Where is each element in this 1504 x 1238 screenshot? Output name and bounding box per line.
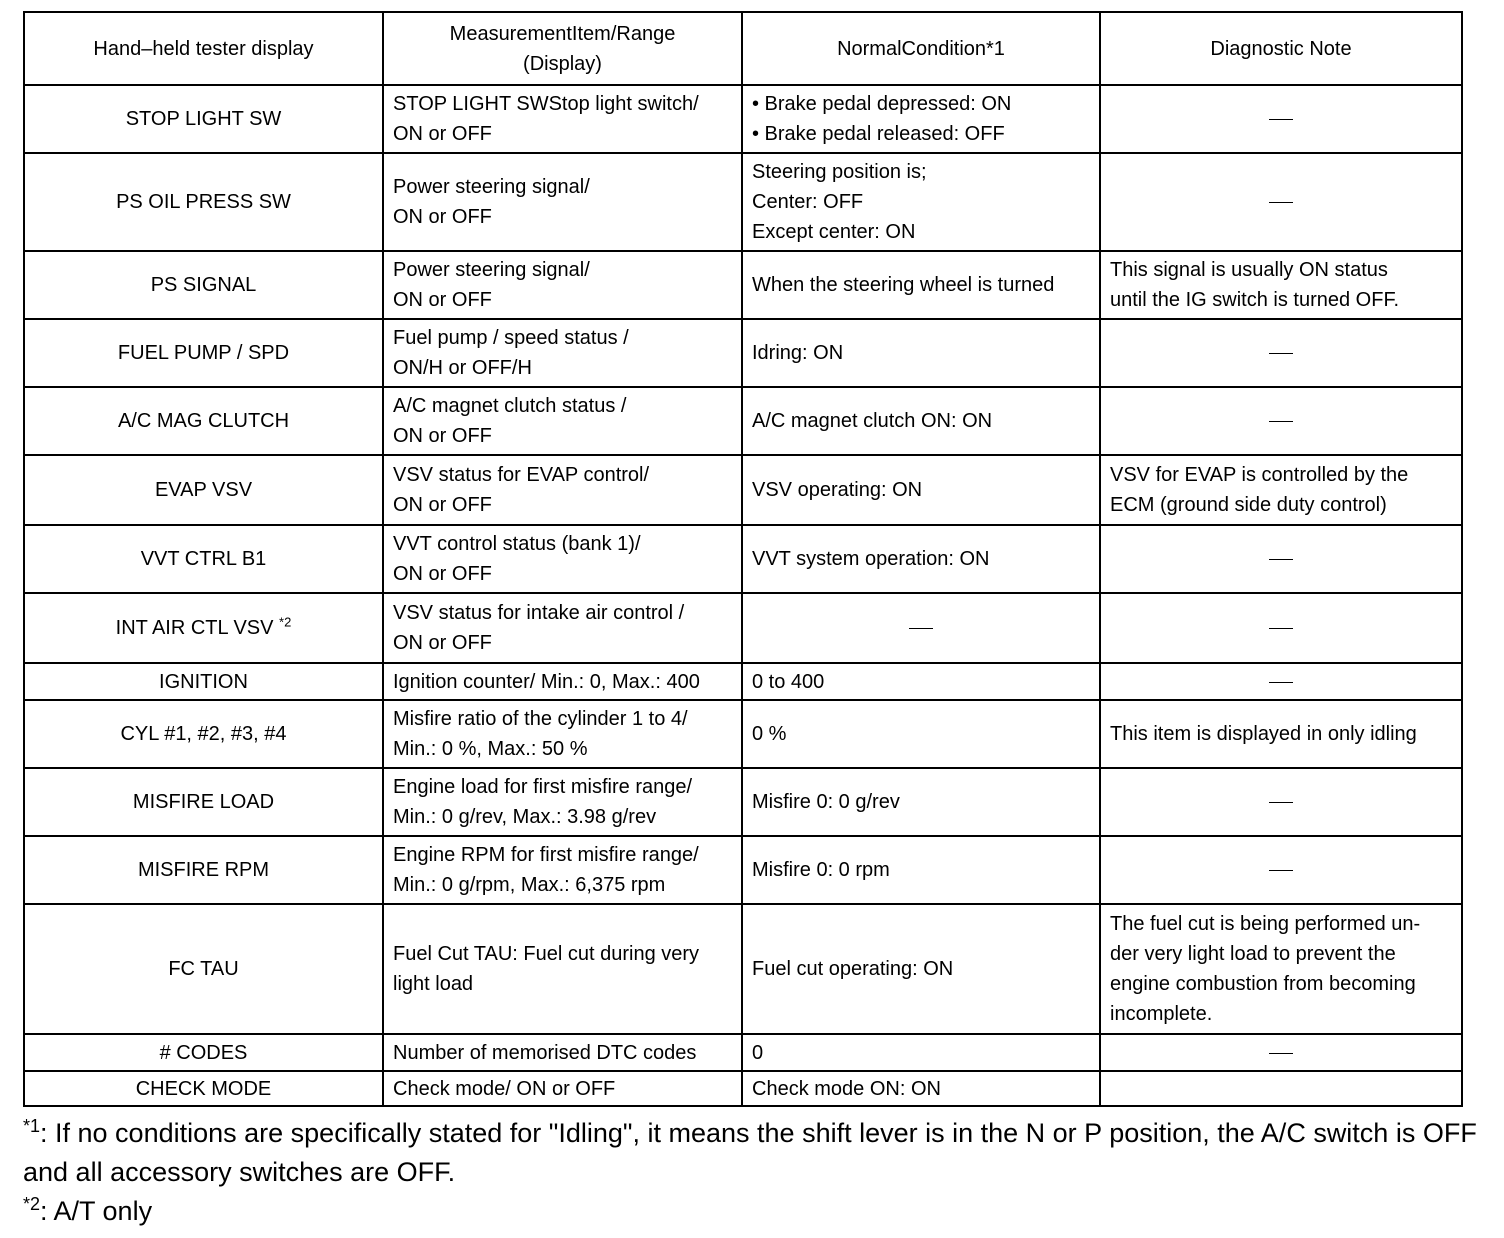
measurement-line: Engine RPM for first misfire range/ — [393, 844, 699, 866]
table-row — [24, 700, 1462, 768]
normal-condition-line: VSV operating: ON — [752, 479, 923, 501]
measurement-line: ON or OFF — [393, 206, 492, 228]
normal-condition-line: Idring: ON — [752, 342, 844, 364]
diagnostic-note-dash — [1269, 559, 1293, 560]
cell-diagnostic-note — [1100, 593, 1462, 663]
normal-condition-line: VVT system operation: ON — [752, 548, 990, 570]
measurement-line: ON or OFF — [393, 123, 492, 145]
tester-display-label: MISFIRE LOAD — [132, 791, 275, 813]
tester-display-label: A/C MAG CLUTCH — [117, 410, 290, 432]
table-row — [24, 319, 1462, 387]
cell-tester-display — [24, 836, 383, 904]
diagnostic-note-line: This signal is usually ON status — [1110, 259, 1388, 281]
tester-display-label: FC TAU — [168, 958, 239, 980]
normal-condition-line: Misfire 0: 0 rpm — [752, 859, 890, 881]
cell-tester-display — [24, 525, 383, 593]
normal-condition-line: Steering position is; — [752, 161, 927, 183]
cell-measurement — [383, 904, 742, 1034]
cell-tester-display — [24, 700, 383, 768]
measurement-line: Min.: 0 %, Max.: 50 % — [393, 738, 588, 760]
diagnostic-note-dash — [1269, 628, 1293, 629]
cell-measurement — [383, 525, 742, 593]
cell-normal-condition — [742, 525, 1100, 593]
cell-measurement — [383, 1071, 742, 1106]
table-row — [24, 768, 1462, 836]
normal-condition-line: • Brake pedal depressed: ON — [752, 93, 1012, 115]
table-row — [24, 593, 1462, 663]
header-tester-display: Hand–held tester display — [24, 12, 383, 85]
footnotes — [23, 1114, 1483, 1231]
tester-display-label: CYL #1, #2, #3, #4 — [120, 723, 287, 745]
diagnostic-note-line: der very light load to prevent the — [1110, 943, 1396, 965]
cell-measurement — [383, 387, 742, 455]
data-list-table — [23, 11, 1463, 1107]
cell-tester-display — [24, 251, 383, 319]
cell-tester-display — [24, 387, 383, 455]
tester-display-label: FUEL PUMP / SPD — [117, 342, 290, 364]
normal-condition-line: Misfire 0: 0 g/rev — [752, 791, 900, 813]
diagnostic-note-line: This item is displayed in only idling — [1110, 723, 1417, 745]
measurement-line: Power steering signal/ — [393, 259, 590, 281]
header-measurement-line2: (Display) — [523, 52, 602, 75]
cell-tester-display — [24, 904, 383, 1034]
measurement-line: Misfire ratio of the cylinder 1 to 4/ — [393, 708, 688, 730]
cell-diagnostic-note — [1100, 1071, 1462, 1106]
diagnostic-note-dash — [1269, 421, 1293, 422]
normal-condition-line: Center: OFF — [752, 191, 864, 213]
cell-normal-condition — [742, 836, 1100, 904]
cell-normal-condition — [742, 1034, 1100, 1071]
table-row — [24, 836, 1462, 904]
measurement-line: VVT control status (bank 1)/ — [393, 533, 641, 555]
table-row — [24, 904, 1462, 1034]
cell-normal-condition — [742, 593, 1100, 663]
measurement-line: light load — [393, 973, 474, 995]
measurement-line: Fuel pump / speed status / — [393, 327, 629, 349]
measurement-line: Fuel Cut TAU: Fuel cut during very — [393, 943, 700, 965]
normal-condition-line: When the steering wheel is turned — [752, 274, 1055, 296]
cell-tester-display — [24, 593, 383, 663]
cell-measurement — [383, 85, 742, 153]
cell-tester-display — [24, 768, 383, 836]
table-row — [24, 455, 1462, 525]
tester-display-label: PS SIGNAL — [150, 274, 257, 296]
cell-diagnostic-note — [1100, 768, 1462, 836]
table-row — [24, 85, 1462, 153]
cell-normal-condition — [742, 904, 1100, 1034]
measurement-line: Check mode/ ON or OFF — [393, 1077, 616, 1100]
normal-condition-line: 0 to 400 — [752, 670, 825, 693]
diagnostic-note-dash — [1269, 870, 1293, 871]
measurement-line: Min.: 0 g/rev, Max.: 3.98 g/rev — [393, 806, 657, 828]
cell-tester-display — [24, 319, 383, 387]
table-row — [24, 525, 1462, 593]
cell-measurement — [383, 663, 742, 700]
cell-normal-condition — [742, 85, 1100, 153]
table-row — [24, 663, 1462, 700]
cell-measurement — [383, 836, 742, 904]
tester-display-label: CHECK MODE — [135, 1077, 272, 1100]
tester-display-label: # CODES — [159, 1041, 248, 1064]
measurement-line: STOP LIGHT SWStop light switch/ — [393, 93, 699, 115]
table-row — [24, 251, 1462, 319]
measurement-line: Number of memorised DTC codes — [393, 1041, 697, 1064]
cell-normal-condition — [742, 768, 1100, 836]
cell-tester-display — [24, 153, 383, 251]
normal-condition-line: A/C magnet clutch ON: ON — [752, 410, 993, 432]
cell-diagnostic-note — [1100, 153, 1462, 251]
diagnostic-note-line: ECM (ground side duty control) — [1110, 494, 1387, 516]
cell-diagnostic-note — [1100, 700, 1462, 768]
measurement-line: A/C magnet clutch status / — [393, 395, 627, 417]
diagnostic-note-line: until the IG switch is turned OFF. — [1110, 289, 1399, 311]
cell-diagnostic-note — [1100, 387, 1462, 455]
tester-display-label: EVAP VSV — [154, 479, 253, 501]
cell-normal-condition — [742, 700, 1100, 768]
cell-tester-display — [24, 663, 383, 700]
normal-condition-line: 0 % — [752, 723, 787, 745]
header-measurement-item — [383, 12, 742, 85]
cell-tester-display — [24, 85, 383, 153]
normal-condition-line: Except center: ON — [752, 221, 916, 243]
tester-display-label: PS OIL PRESS SW — [116, 191, 291, 213]
cell-diagnostic-note — [1100, 663, 1462, 700]
cell-diagnostic-note — [1100, 1034, 1462, 1071]
cell-measurement — [383, 251, 742, 319]
diagnostic-note-dash — [1269, 802, 1293, 803]
cell-diagnostic-note — [1100, 251, 1462, 319]
cell-normal-condition — [742, 663, 1100, 700]
diagnostic-note-line: engine combustion from becoming — [1110, 973, 1416, 995]
cell-tester-display — [24, 1071, 383, 1106]
cell-diagnostic-note — [1100, 319, 1462, 387]
diagnostic-note-line: VSV for EVAP is controlled by the — [1110, 464, 1409, 486]
measurement-line: Ignition counter/ Min.: 0, Max.: 400 — [393, 670, 700, 693]
tester-display-label: STOP LIGHT SW — [125, 108, 282, 130]
cell-measurement — [383, 153, 742, 251]
cell-measurement — [383, 1034, 742, 1071]
diagnostic-note-dash — [1269, 1053, 1293, 1054]
normal-condition-line: Check mode ON: ON — [752, 1077, 941, 1100]
cell-diagnostic-note — [1100, 904, 1462, 1034]
tester-display-label: IGNITION — [159, 670, 248, 693]
cell-measurement — [383, 700, 742, 768]
cell-diagnostic-note — [1100, 85, 1462, 153]
cell-measurement — [383, 319, 742, 387]
table-row — [24, 1071, 1462, 1106]
footnote-ref: *2 — [279, 614, 292, 630]
cell-tester-display — [24, 1034, 383, 1071]
cell-tester-display — [24, 455, 383, 525]
header-diagnostic-note: Diagnostic Note — [1100, 12, 1462, 85]
normal-condition-line: Fuel cut operating: ON — [752, 958, 954, 980]
cell-normal-condition — [742, 387, 1100, 455]
measurement-line: ON or OFF — [393, 494, 492, 516]
measurement-line: ON or OFF — [393, 563, 492, 585]
footnote-2-mark: *2 — [23, 1194, 41, 1214]
measurement-line: Engine load for first misfire range/ — [393, 776, 693, 798]
cell-diagnostic-note — [1100, 525, 1462, 593]
measurement-line: VSV status for EVAP control/ — [393, 464, 650, 486]
table-row — [24, 1034, 1462, 1071]
cell-measurement — [383, 455, 742, 525]
cell-diagnostic-note — [1100, 836, 1462, 904]
cell-diagnostic-note — [1100, 455, 1462, 525]
tester-display-label: VVT CTRL B1 — [140, 548, 267, 570]
table-row — [24, 153, 1462, 251]
footnote-2-text: : A/T only — [40, 1196, 153, 1226]
measurement-line: VSV status for intake air control / — [393, 602, 685, 624]
footnote-1-text: : If no conditions are specifically stated for "Idling", it means the shift lever is in the N or P position, the A/C switch is OFF and all accessory switches are OFF. — [23, 1118, 1477, 1187]
table-header-row — [24, 12, 1462, 85]
footnote-2 — [23, 1192, 1483, 1231]
footnote-1-mark: *1 — [23, 1116, 41, 1136]
measurement-line: ON or OFF — [393, 289, 492, 311]
measurement-line: Power steering signal/ — [393, 176, 590, 198]
cell-normal-condition — [742, 319, 1100, 387]
normal-condition-line: • Brake pedal released: OFF — [752, 123, 1005, 145]
cell-normal-condition — [742, 153, 1100, 251]
diagnostic-note-line: The fuel cut is being performed un- — [1110, 913, 1421, 935]
diagnostic-note-line: incomplete. — [1110, 1003, 1213, 1025]
measurement-line: ON or OFF — [393, 632, 492, 654]
measurement-line: ON or OFF — [393, 425, 492, 447]
tester-display-label: MISFIRE RPM — [137, 859, 270, 881]
diagnostic-note-dash — [1269, 202, 1293, 203]
cell-normal-condition — [742, 251, 1100, 319]
cell-normal-condition — [742, 455, 1100, 525]
measurement-line: Min.: 0 g/rpm, Max.: 6,375 rpm — [393, 874, 666, 896]
cell-normal-condition — [742, 1071, 1100, 1106]
diagnostic-note-dash — [1269, 119, 1293, 120]
header-measurement-line1: MeasurementItem/Range — [449, 22, 676, 45]
cell-measurement — [383, 593, 742, 663]
table-row — [24, 387, 1462, 455]
measurement-line: ON/H or OFF/H — [393, 357, 532, 379]
normal-condition-dash — [909, 628, 933, 629]
table-body — [24, 85, 1462, 1106]
diagnostic-note-dash — [1269, 682, 1293, 683]
header-normal-condition: NormalCondition*1 — [742, 12, 1100, 85]
cell-measurement — [383, 768, 742, 836]
diagnostic-note-dash — [1269, 353, 1293, 354]
normal-condition-line: 0 — [752, 1041, 764, 1064]
footnote-1 — [23, 1114, 1483, 1192]
tester-display-label: INT AIR CTL VSV — [115, 617, 280, 639]
